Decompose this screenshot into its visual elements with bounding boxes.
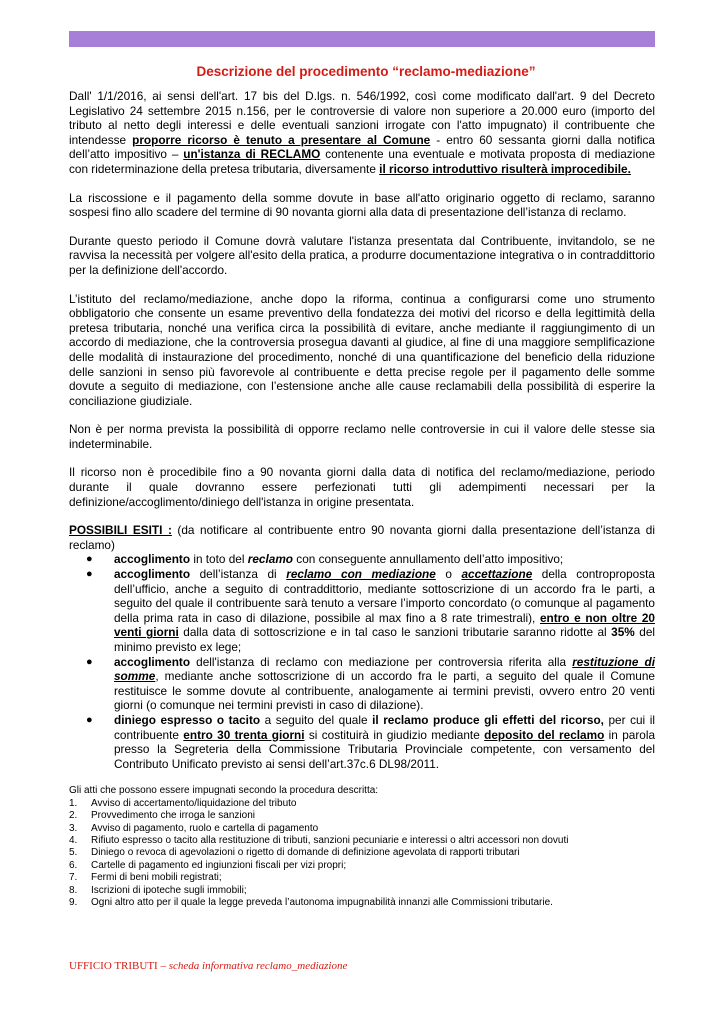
esito2-j: del minimo previsto ex lege; — [114, 625, 655, 654]
list-item — [69, 567, 655, 655]
list-text: Avviso di accertamento/liquidazione del tributo — [91, 797, 297, 809]
list-number: 5. — [69, 847, 78, 859]
esito3-a: accoglimento — [114, 654, 191, 669]
esito3-d: , mediante anche sottoscrizione di un accordo fra le parti, a seguito del quale il Comune restituisce le somme dovute al contribuente, analogamente ai termini previsti, ovvero entro 20 venti giorni (o comunque nei termini previsti in caso di dilazione). — [114, 669, 655, 713]
bullet-icon: ● — [86, 713, 93, 726]
list-number: 4. — [69, 834, 78, 846]
esito1-d: con conseguente annullamento dell’atto impositivo; — [293, 552, 564, 567]
footer-office: UFFICIO TRIBUTI — [69, 960, 158, 972]
esiti-heading-paragraph — [69, 523, 655, 552]
p1-text-a: Dall' 1/1/2016, ai sensi dell'art. 17 bis del D.lgs. n. 546/1992, così come modificato dall'art. 9 del Decreto Legislativo 24 settembre 2015 n.156, per le controversie di valore non superiore a 20.000 euro (importo del tributo al netto degli interessi e delle eventuali sanzioni irrogate con l'atto impugnato) il contribuente che intendesse — [69, 89, 655, 147]
esito4-e: entro 30 trenta giorni — [183, 727, 305, 742]
esito3-c: restituzione di somme — [114, 654, 655, 684]
page-footer — [69, 960, 347, 972]
esito4-f: si costituirà in giudizio mediante — [304, 727, 485, 742]
esito4-b: a seguito del quale — [260, 712, 373, 727]
bullet-icon: ● — [86, 568, 93, 581]
atti-intro: Gli atti che possono essere impugnati secondo la procedura descritta: — [69, 785, 379, 797]
list-number: 7. — [69, 872, 78, 884]
esito4-h: in parola presso la Segreteria della Commissione Tributaria Provinciale competente, con versamento del Contributo Unificato previsto ai sensi dell’art.37c.6 DL98/2011. — [114, 727, 656, 771]
paragraph-periodo: Durante questo periodo il Comune dovrà valutare l'istanza presentata dal Contribuente, invitandolo, se ne ravvisa la necessità per volgere all'esito della pratica, a produrre documentazione integrativa o in contraddittorio per la definizione dell'accordo. — [69, 233, 655, 277]
paragraph-riscossione: La riscossione e il pagamento della somme dovute in base all'atto originario oggetto di reclamo, saranno sospesi fino allo scadere del termine di 90 novanta giorni alla data di presentazione dell’istanza di reclamo. — [69, 190, 655, 220]
list-item — [69, 860, 655, 872]
esito2-d: o — [435, 567, 462, 582]
list-item — [69, 798, 655, 810]
list-item — [69, 552, 655, 567]
list-item — [69, 885, 655, 897]
esito3-b: dell'istanza di reclamo con mediazione per controversia riferita alla — [190, 654, 573, 669]
list-number: 1. — [69, 797, 78, 809]
list-text: Rifiuto espresso o tacito alla restituzione di tributi, sanzioni pecuniarie e interessi o altri accessori non dovuti — [91, 834, 569, 846]
list-item — [69, 872, 655, 884]
list-number: 6. — [69, 859, 78, 871]
paragraph-indeterminabile: Non è per norma prevista la possibilità di opporre reclamo nelle controversie in cui il valore delle stesse sia indeterminabile. — [69, 422, 655, 451]
p1-text-c: - entro 60 sessanta giorni dalla notifica dell’atto impositivo – — [69, 132, 655, 162]
list-number: 3. — [69, 822, 78, 834]
list-item — [69, 655, 655, 713]
list-text: Cartelle di pagamento ed ingiunzioni fiscali per vizi propri; — [91, 859, 347, 871]
esito2-i: 35% — [611, 625, 635, 640]
list-text: Diniego o revoca di agevolazioni o rigetto di domande di definizione agevolata di rapporti tributari — [91, 847, 520, 859]
footer-document-name: scheda informativa reclamo_mediazione — [168, 960, 348, 972]
list-text: Provvedimento che irroga le sanzioni — [91, 810, 255, 822]
header-accent-bar — [69, 31, 655, 47]
atti-list — [69, 798, 655, 910]
list-number: 9. — [69, 897, 78, 908]
esito4-c: il reclamo produce gli effetti del ricorso, — [372, 712, 604, 727]
esito2-a: accoglimento — [114, 567, 191, 582]
list-number: 2. — [69, 810, 78, 822]
esito1-a: accoglimento — [114, 552, 191, 567]
esiti-list — [69, 552, 655, 771]
list-text: Fermi di beni mobili registrati; — [91, 872, 222, 884]
p1-emphasis-reclamo: un'istanza di RECLAMO — [183, 147, 321, 162]
esito2-g: entro e non oltre 20 venti giorni — [114, 610, 655, 640]
esiti-intro: (da notificare al contribuente entro 90 novanta giorni dalla presentazione dell’istanza di reclamo) — [69, 523, 655, 552]
list-item — [69, 847, 655, 859]
bullet-icon: ● — [86, 655, 93, 668]
p1-emphasis-improcedibile: il ricorso introduttivo risulterà improcedibile. — [379, 161, 631, 176]
list-text: Avviso di pagamento, ruolo e cartella di pagamento — [91, 822, 319, 834]
esito2-f: della controproposta dell’ufficio, anche a seguito di contraddittorio, mediante sottoscrizione di un accordo fra le parti, a seguito del quale il contribuente sarà tenuto a versare l’importo concordato (o comunque al pagamento della prima rata in caso di dilazione, possibile al max fino a 8 rate trimestrali), — [114, 567, 655, 625]
esito1-b: in toto del — [190, 552, 248, 567]
paragraph-procedibilita: Il ricorso non è procedibile fino a 90 novanta giorni dalla data di notifica del reclamo/mediazione, periodo durante il quale dovranno essere perfezionati tutti gli adempimenti necessari per la definizione/accoglimento/diniego dell'istanza in origine presentata. — [69, 465, 655, 509]
list-text: Ogni altro atto per il quale la legge preveda l’autonoma impugnabilità innanzi alle Commissioni tributarie. — [91, 897, 553, 908]
list-number: 8. — [69, 884, 78, 896]
p1-text-e: contenente una eventuale e motivata proposta di mediazione con rideterminazione della pretesa tributaria, diversamente — [69, 147, 656, 176]
esiti-heading: POSSIBILI ESITI : — [69, 523, 172, 538]
esito1-c: reclamo — [247, 552, 294, 567]
esito2-h: dalla data di sottoscrizione e in tal caso le sanzioni tributarie saranno ridotte al — [178, 625, 612, 640]
list-item — [69, 897, 655, 909]
esito4-a: diniego espresso o tacito — [114, 712, 261, 727]
esito2-c: reclamo con mediazione — [286, 567, 436, 582]
list-item — [69, 823, 655, 835]
p1-emphasis-ricorso: proporre ricorso è tenuto a presentare al Comune — [132, 132, 431, 147]
esito2-e: accettazione — [461, 567, 533, 582]
list-item — [69, 835, 655, 847]
intro-paragraph — [69, 89, 655, 177]
bullet-icon: ● — [86, 553, 93, 566]
esito2-b: dell’istanza di — [190, 567, 287, 582]
list-item — [69, 810, 655, 822]
document-body — [69, 64, 655, 909]
esito4-g: deposito del reclamo — [484, 727, 605, 742]
page-title: Descrizione del procedimento “reclamo-mediazione” — [196, 64, 536, 79]
list-item — [69, 713, 655, 771]
list-text: Iscrizioni di ipoteche sugli immobili; — [91, 884, 247, 896]
footer-separator: – — [157, 960, 169, 972]
paragraph-istituto: L’istituto del reclamo/mediazione, anche dopo la riforma, continua a configurarsi come uno strumento obbligatorio che consente un esame preventivo della fondatezza dei motivi del ricorso e della legittimità della pretesa tributaria, nonché una verifica circa la possibilità di evitare, anche mediante il raggiungimento di un accordo di mediazione, che la controversia prosegua davanti al giudice, al fine di una maggiore semplificazione delle modalità di instaurazione del procedimento, nonché di una quantificazione del beneficio della riduzione delle sanzioni in senso più favorevole al contribuente e detta precise regole per il pagamento delle somme dovute a seguito di mediazione, con l’estensione anche alle cause reclamabili della possibilità di esperire la conciliazione giudiziale. — [69, 291, 655, 408]
esito4-d: per cui il contribuente — [114, 712, 655, 742]
